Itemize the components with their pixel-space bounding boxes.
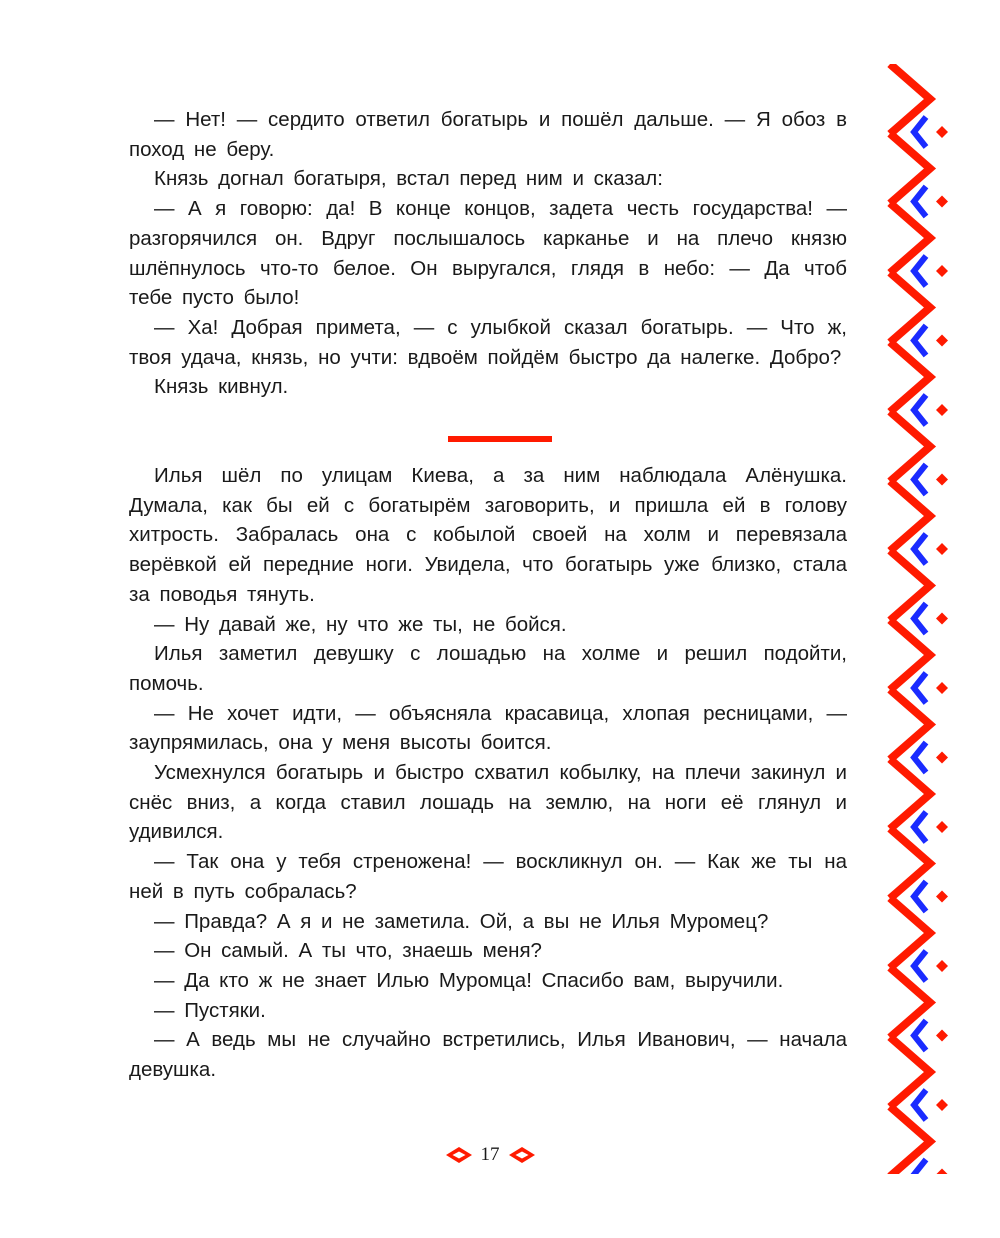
- border-motif: [890, 829, 948, 912]
- border-motif: [890, 1037, 948, 1120]
- border-motif: [890, 1107, 948, 1175]
- paragraph: — Не хочет идти, — объясняла красавица, хлопая ресницами, — заупрямилась, она у меня высоты боится.: [129, 701, 847, 755]
- border-motif: [890, 481, 948, 564]
- border-motif: [890, 898, 948, 981]
- diamond-ornament-icon: [445, 1146, 473, 1164]
- border-motif: [890, 620, 948, 703]
- paragraph: — Ну давай же, ну что же ты, не бойся.: [154, 612, 567, 636]
- paragraph: — Правда? А я и не заметила. Ой, а вы не Илья Муромец?: [154, 909, 769, 933]
- paragraph: — Пустяки.: [154, 998, 266, 1022]
- border-motif: [890, 759, 948, 842]
- border-motif: [890, 968, 948, 1051]
- section-divider: [448, 436, 552, 442]
- paragraph: Илья шёл по улицам Киева, а за ним наблюдала Алёнушка. Думала, как бы ей с богатырём заговорить, и пришла ей в голову хитрость. Забралась она с кобылой своей на холм и перевязала верёвкой ей передние ноги. Увидела, что богатырь уже близко, стала за поводья тянуть.: [129, 464, 847, 606]
- paragraph: — Да кто ж не знает Илью Муромца! Спасибо вам, выручили.: [154, 968, 784, 992]
- paragraph: — Он самый. А ты что, знаешь меня?: [154, 939, 542, 963]
- paragraph: Князь догнал богатыря, встал перед ним и сказал:: [154, 167, 663, 191]
- page-footer: [440, 1140, 540, 1170]
- paragraph: — А я говорю: да! В конце концов, задета честь государства! — разгорячился он. Вдруг послышалось карканье и на плечо князю шлёпнулось что-то белое. Он выругался, глядя в небо: — Да чтоб тебе пусто было!: [129, 197, 847, 310]
- border-motif: [890, 134, 948, 217]
- paragraph: — Ха! Добрая примета, — с улыбкой сказал богатырь. — Что ж, твоя удача, князь, но учти: вдвоём пойдём быстро да налегке. Добро?: [129, 315, 847, 369]
- paragraph: Илья заметил девушку с лошадью на холме и решил подойти, помочь.: [129, 642, 847, 695]
- paragraph: Усмехнулся богатырь и быстро схватил кобылку, на плечи закинул и снёс вниз, а когда ставил лошадь на землю, на ноги её глянул и удивился.: [129, 761, 847, 844]
- page-number: 17: [480, 1144, 500, 1165]
- paragraph: — А ведь мы не случайно встретились, Илья Иванович, — начала девушка.: [129, 1028, 847, 1082]
- folk-border-ornament: [884, 64, 954, 1174]
- paragraph: — Так она у тебя стреножена! — воскликнул он. — Как же ты на ней в путь собралась?: [129, 850, 847, 903]
- border-motif: [890, 203, 948, 286]
- border-motif: [890, 273, 948, 356]
- paragraph: — Нет! — сердито ответил богатырь и пошёл дальше. — Я обоз в поход не беру.: [129, 108, 847, 161]
- top-text-section: [129, 105, 847, 402]
- border-motif: [890, 342, 948, 425]
- border-motif: [890, 412, 948, 495]
- diamond-ornament-icon: [508, 1146, 536, 1164]
- paragraph: Князь кивнул.: [154, 375, 289, 399]
- bottom-text-section: [129, 461, 847, 1085]
- border-motif: [890, 551, 948, 634]
- border-motif: [890, 690, 948, 773]
- border-motif: [890, 64, 948, 147]
